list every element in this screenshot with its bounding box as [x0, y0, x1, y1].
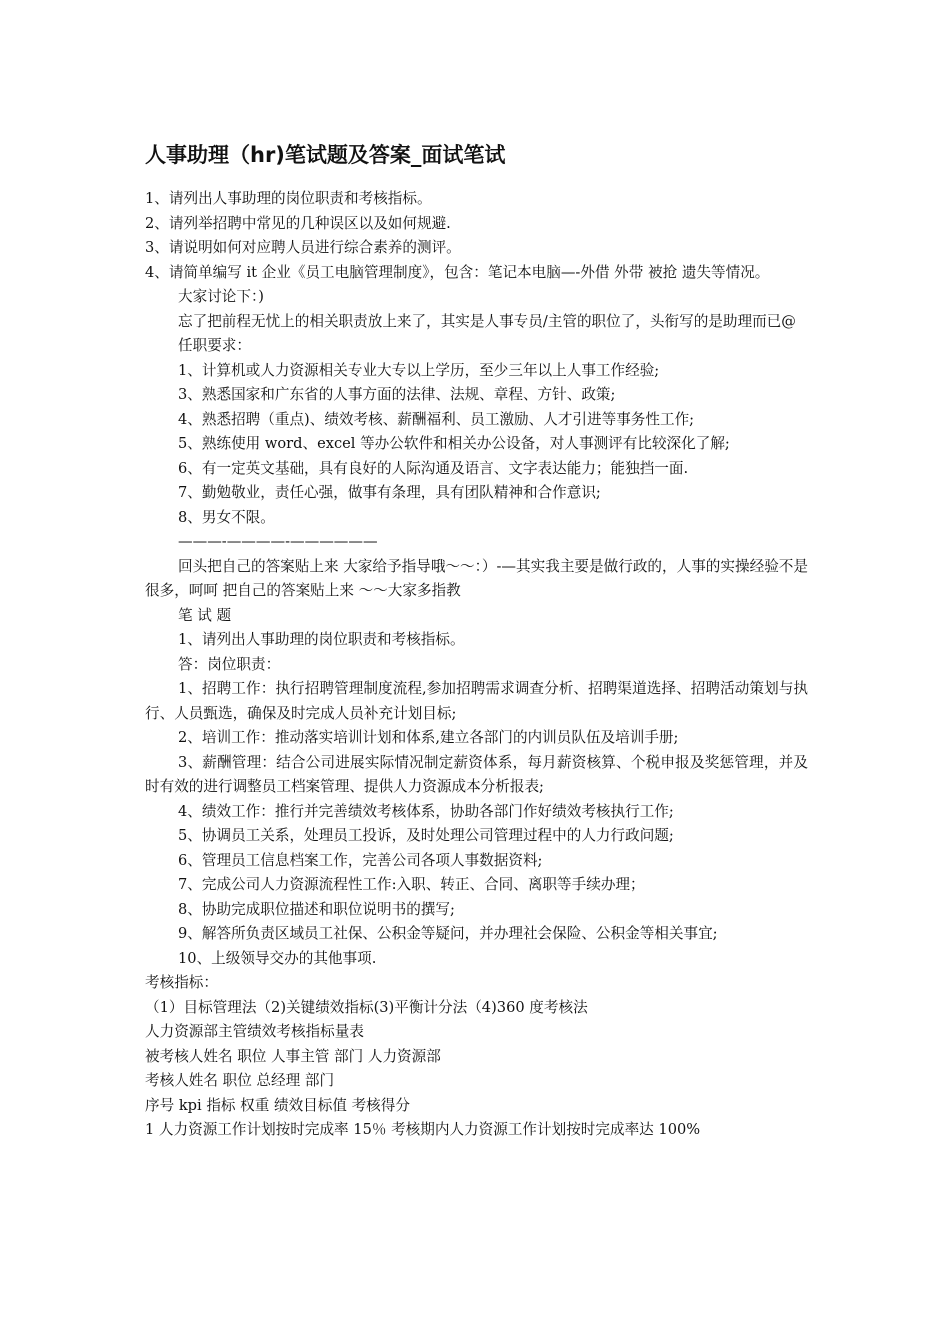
requirement-item: 8、男女不限。 — [178, 508, 275, 526]
duty-item: 8、协助完成职位描述和职位说明书的撰写; — [178, 900, 455, 918]
duty-item: 1、招聘工作：执行招聘管理制度流程,参加招聘需求调查分析、招聘渠道选择、招聘活动策划与执行、人员甄选，确保及时完成人员补充计划目标; — [145, 680, 808, 722]
table-title: 人力资源部主管绩效考核指标量表 — [145, 1023, 364, 1040]
assessor-line: 考核人姓名 职位 总经理 部门 — [145, 1072, 335, 1089]
exam-heading: 笔 试 题 — [178, 606, 232, 624]
requirement-item: 7、勤勉敬业，责任心强，做事有条理，具有团队精神和合作意识; — [178, 484, 601, 501]
requirement-item: 4、熟悉招聘（重点)、绩效考核、薪酬福利、员工激励、人才引进等事务性工作; — [178, 410, 695, 428]
exam-question: 1、请列出人事助理的岗位职责和考核指标。 — [178, 631, 465, 648]
requirement-item: 3、熟悉国家和广东省的人事方面的法律、法规、章程、方针、政策; — [178, 386, 616, 403]
kpi-methods: （1）目标管理法（2)关键绩效指标(3)平衡计分法（4)360 度考核法 — [145, 998, 588, 1016]
discussion-line: 大家讨论下：) — [178, 288, 264, 305]
duty-item: 7、完成公司人力资源流程性工作:入职、转正、合同、离职等手续办理； — [178, 876, 645, 893]
question-2: 2、请列举招聘中常见的几种误区以及如何规避. — [145, 214, 451, 232]
note-paragraph: 忘了把前程无忧上的相关职责放上来了，其实是人事专员/主管的职位了，头衔写的是助理而已@ — [178, 312, 796, 330]
assessee-line: 被考核人姓名 职位 人事主管 部门 人力资源部 — [145, 1047, 441, 1065]
question-1: 1、请列出人事助理的岗位职责和考核指标。 — [145, 190, 432, 207]
table-row: 1 人力资源工作计划按时完成率 15％ 考核期内人力资源工作计划按时完成率达 100% — [145, 1121, 701, 1138]
duty-item: 4、绩效工作：推行并完善绩效考核体系，协助各部门作好绩效考核执行工作; — [178, 802, 674, 820]
duty-item: 6、管理员工信息档案工作，完善公司各项人事数据资料; — [178, 851, 543, 869]
kpi-heading: 考核指标： — [145, 974, 218, 991]
requirement-item: 1、计算机或人力资源相关专业大专以上学历，至少三年以上人事工作经验; — [178, 361, 660, 379]
duty-item: 2、培训工作：推动落实培训计划和体系,建立各部门的内训员队伍及培训手册; — [178, 729, 679, 746]
requirements-heading: 任职要求： — [178, 337, 251, 354]
duty-item: 9、解答所负责区域员工社保、公积金等疑问，并办理社会保险、公积金等相关事宜; — [178, 925, 718, 942]
reply-paragraph: 回头把自己的答案贴上来 大家给予指导哦～～：）-—其实我主要是做行政的，人事的实操经验不是很多，呵呵 把自己的答案贴上来 ～～大家多指教 — [145, 557, 808, 599]
question-3: 3、请说明如何对应聘人员进行综合素养的测评。 — [145, 239, 461, 256]
separator-line: ———-————-—————— — [178, 533, 378, 550]
requirement-item: 5、熟练使用 word、excel 等办公软件和相关办公设备，对人事测评有比较深化了解; — [178, 435, 730, 452]
document-title: 人事助理（hr)笔试题及答案_面试笔试 — [145, 143, 506, 167]
duty-item: 10、上级领导交办的其他事项. — [178, 949, 377, 967]
table-header: 序号 kpi 指标 权重 绩效目标值 考核得分 — [145, 1096, 410, 1114]
requirement-item: 6、有一定英文基础，具有良好的人际沟通及语言、文字表达能力；能独挡一面. — [178, 459, 689, 477]
answer-heading: 答：岗位职责： — [178, 655, 281, 673]
duty-item: 3、薪酬管理：结合公司进展实际情况制定薪资体系，每月薪资核算、个税申报及奖惩管理，并及时有效的进行调整员工档案管理、提供人力资源成本分析报表; — [145, 753, 808, 795]
document-body — [145, 187, 808, 1143]
duty-item: 5、协调员工关系，处理员工投诉，及时处理公司管理过程中的人力行政问题; — [178, 827, 674, 844]
question-4: 4、请简单编写 it 企业《员工电脑管理制度》，包含：笔记本电脑—-外借 外带 被抢 遗失等情况。 — [145, 263, 770, 281]
